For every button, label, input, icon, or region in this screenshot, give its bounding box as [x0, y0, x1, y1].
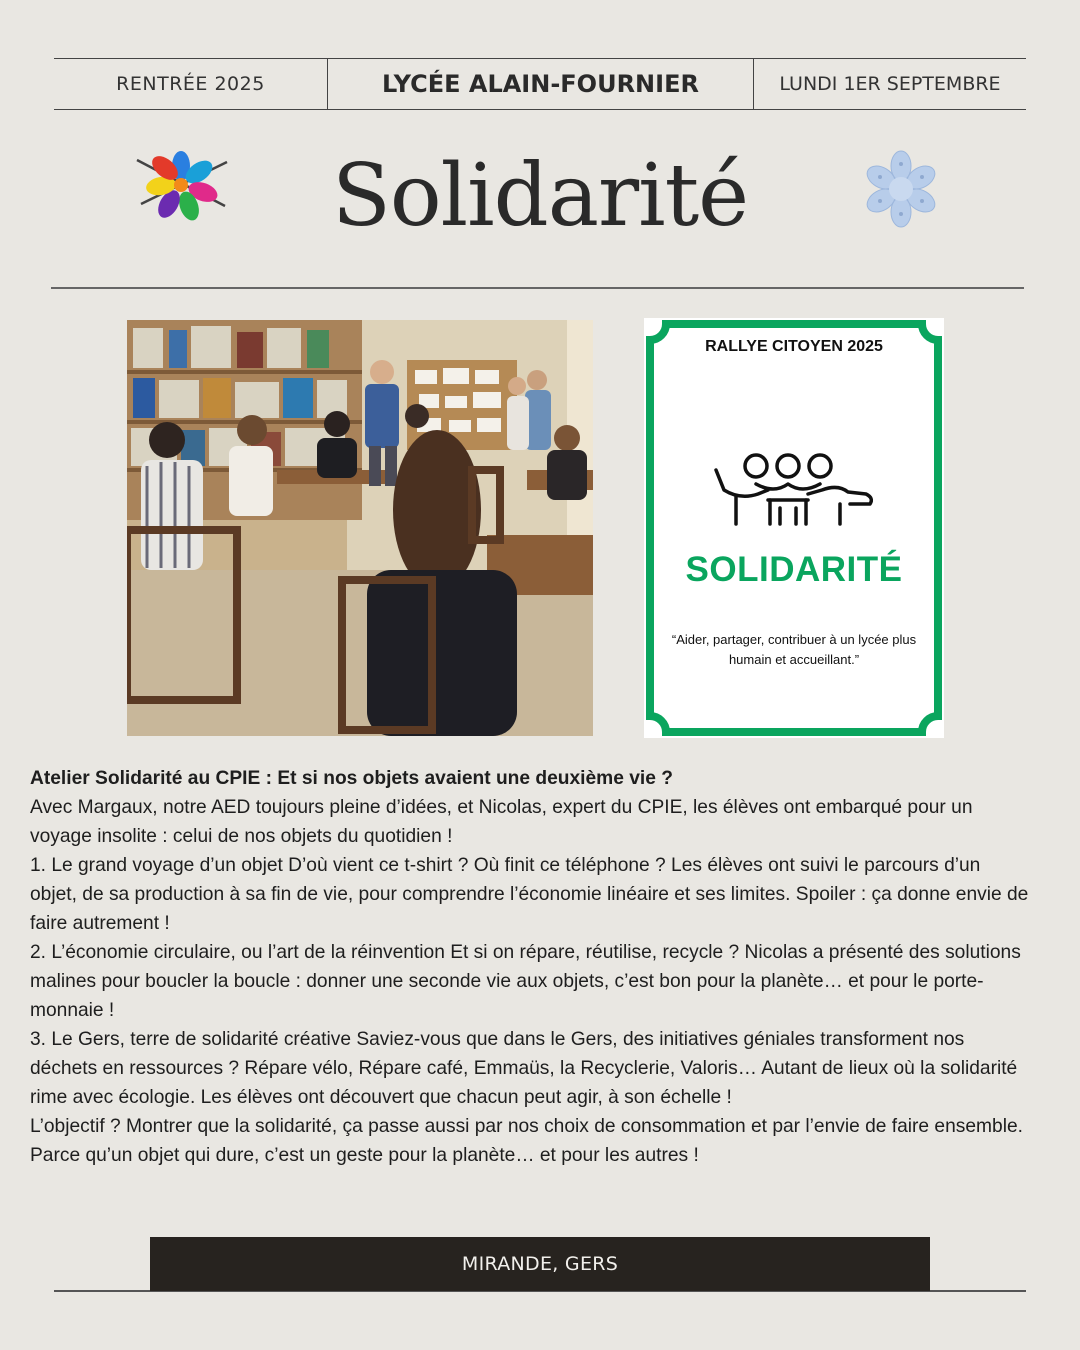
title-divider: [51, 287, 1024, 289]
article-heading: Atelier Solidarité au CPIE : Et si nos objets avaient une deuxième vie ?: [30, 768, 673, 789]
article-paragraph: 1. Le grand voyage d’un objet D’où vient ce t-shirt ? Où finit ce téléphone ? Les élèves ont suivi le parcours d’un objet, de sa production à sa fin de vie, pour comprendre l’économie linéaire et ses limites. Spoiler : ça donne envie de faire autrement !: [30, 855, 1029, 934]
header-day: LUNDI 1ER SEPTEMBRE: [779, 73, 1001, 95]
poster-headline: SOLIDARITÉ: [685, 550, 903, 589]
header-bar: [54, 58, 1026, 110]
poster-title: RALLYE CITOYEN 2025: [705, 338, 883, 355]
people-group-icon: [710, 450, 880, 532]
article-body: [30, 764, 1030, 1170]
article-paragraph: 2. L’économie circulaire, ou l’art de la réinvention Et si on répare, réutilise, recycle ? Nicolas a présenté des solutions malines pour boucler la boucle : donner une seconde vie aux objets, c’est bon pour la planète… et pour le porte-monnaie !: [30, 942, 1021, 1021]
footer-location: MIRANDE, GERS: [150, 1237, 930, 1291]
rallye-poster: [644, 318, 944, 738]
header-date-label: RENTRÉE 2025: [54, 59, 328, 109]
article-paragraph: Avec Margaux, notre AED toujours pleine d’idées, et Nicolas, expert du CPIE, les élèves ont embarqué pour un voyage insolite : celui de nos objets du quotidien !: [30, 797, 973, 847]
poster-quote-line2: humain et accueillant.”: [728, 652, 860, 667]
article-paragraph: L’objectif ? Montrer que la solidarité, ça passe aussi par nos choix de consommation et par l’envie de faire ensemble. Parce qu’un objet qui dure, c’est un geste pour la planète… et pour les autres !: [30, 1116, 1023, 1166]
poster-quote-line1: “Aider, partager, contribuer à un lycée plus: [671, 632, 917, 647]
classroom-photo-illustration: [127, 320, 593, 736]
poster-quote: [662, 630, 926, 670]
page-title: Solidarité: [331, 146, 749, 246]
article-paragraph: 3. Le Gers, terre de solidarité créative Saviez-vous que dans le Gers, des initiatives géniales transforment nos déchets en ressources ? Répare vélo, Répare café, Emmaüs, la Recyclerie, Valoris… Autant de lieux où la solidarité rime avec écologie. Les élèves ont découvert que chacun peut agir, à son échelle !: [30, 1029, 1018, 1108]
header-school-name: LYCÉE ALAIN-FOURNIER: [328, 59, 754, 109]
classroom-photo: [127, 320, 593, 736]
